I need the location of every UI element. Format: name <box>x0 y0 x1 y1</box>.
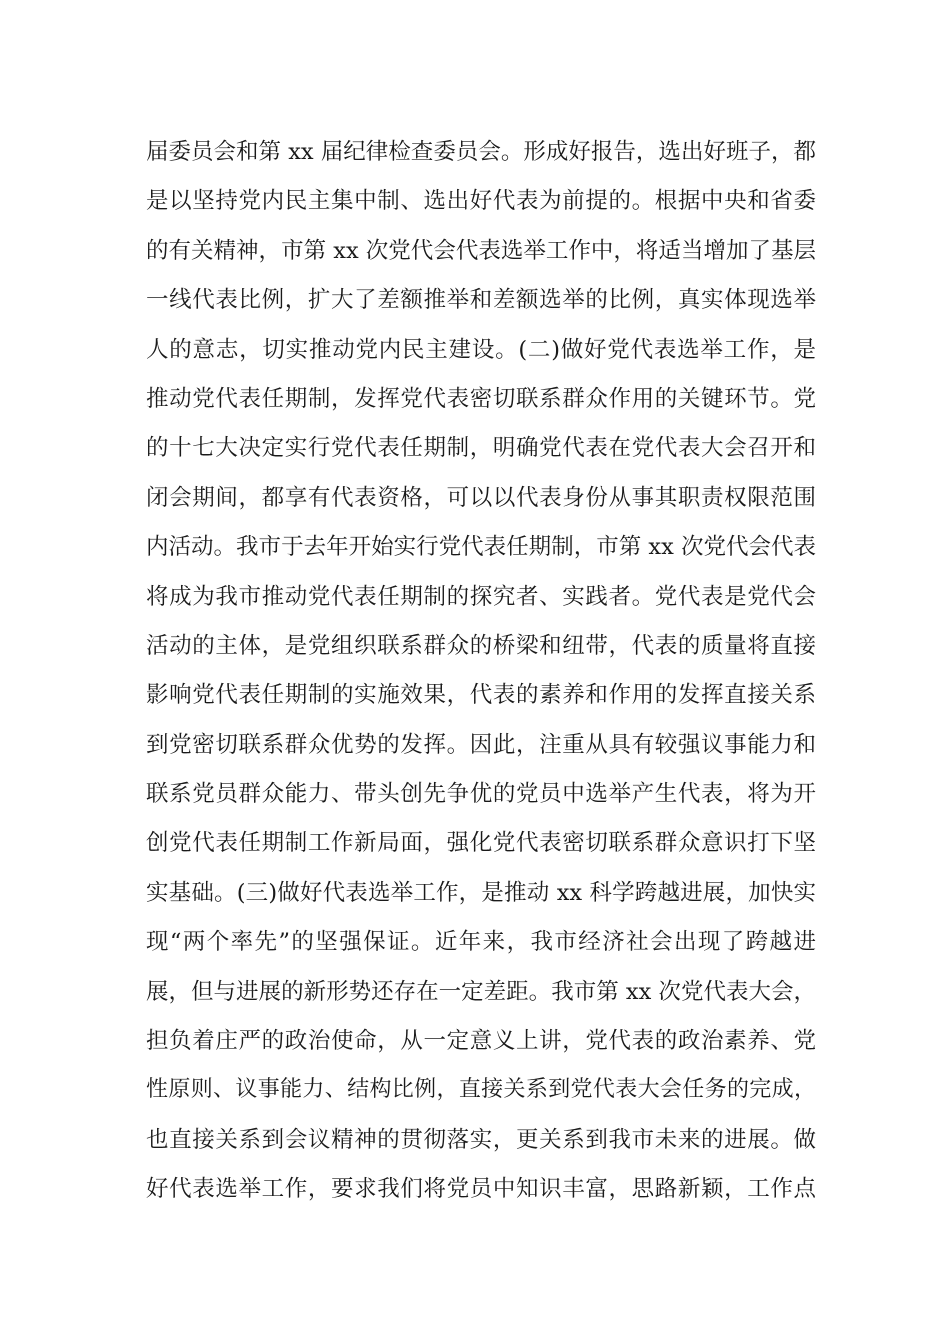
text-line-16: 实基础。(三)做好代表选举工作，是推动 xx 科学跨越进展，加快实 <box>146 879 816 906</box>
text-line-7: 的十七大决定实行党代表任期制，明确党代表在党代表大会召开和 <box>146 435 816 462</box>
text-line-14: 联系党员群众能力、带头创先争优的党员中选举产生代表，将为开 <box>146 781 816 808</box>
text-line-12: 影响党代表任期制的实施效果，代表的素养和作用的发挥直接关系 <box>146 682 816 709</box>
text-line-15: 创党代表任期制工作新局面，强化党代表密切联系群众意识打下坚 <box>146 830 816 857</box>
text-line-18: 展，但与进展的新形势还存在一定差距。我市第 xx 次党代表大会， <box>146 978 816 1005</box>
text-line-22: 好代表选举工作，要求我们将党员中知识丰富，思路新颖，工作点 <box>146 1176 816 1203</box>
text-line-6: 推动党代表任期制，发挥党代表密切联系群众作用的关键环节。党 <box>146 385 816 412</box>
text-line-4: 一线代表比例，扩大了差额推举和差额选举的比例，真实体现选举 <box>146 287 816 314</box>
text-line-10: 将成为我市推动党代表任期制的探究者、实践者。党代表是党代会 <box>146 583 816 610</box>
text-line-1: 届委员会和第 xx 届纪律检查委员会。形成好报告，选出好班子，都 <box>146 139 816 165</box>
text-line-3: 的有关精神，市第 xx 次党代会代表选举工作中，将适当增加了基层 <box>146 237 816 264</box>
text-line-2: 是以坚持党内民主集中制、选出好代表为前提的。根据中央和省委 <box>146 188 816 215</box>
text-line-8: 闭会期间，都享有代表资格，可以以代表身份从事其职责权限范围 <box>146 484 816 511</box>
text-line-13: 到党密切联系群众优势的发挥。因此，注重从具有较强议事能力和 <box>146 731 816 758</box>
text-line-5: 人的意志，切实推动党内民主建设。(二)做好党代表选举工作，是 <box>146 336 816 363</box>
body-text <box>146 133 816 1220</box>
text-line-20: 性原则、议事能力、结构比例，直接关系到党代表大会任务的完成， <box>146 1077 816 1103</box>
text-line-11: 活动的主体，是党组织联系群众的桥梁和纽带，代表的质量将直接 <box>146 632 816 659</box>
text-line-19: 担负着庄严的政治使命，从一定意义上讲，党代表的政治素养、党 <box>146 1028 816 1055</box>
text-line-21: 也直接关系到会议精神的贯彻落实，更关系到我市未来的进展。做 <box>146 1126 816 1153</box>
text-line-17: 现“两个率先”的坚强保证。近年来，我市经济社会出现了跨越进 <box>146 929 816 956</box>
text-line-9: 内活动。我市于去年开始实行党代表任期制，市第 xx 次党代会代表 <box>146 534 816 561</box>
